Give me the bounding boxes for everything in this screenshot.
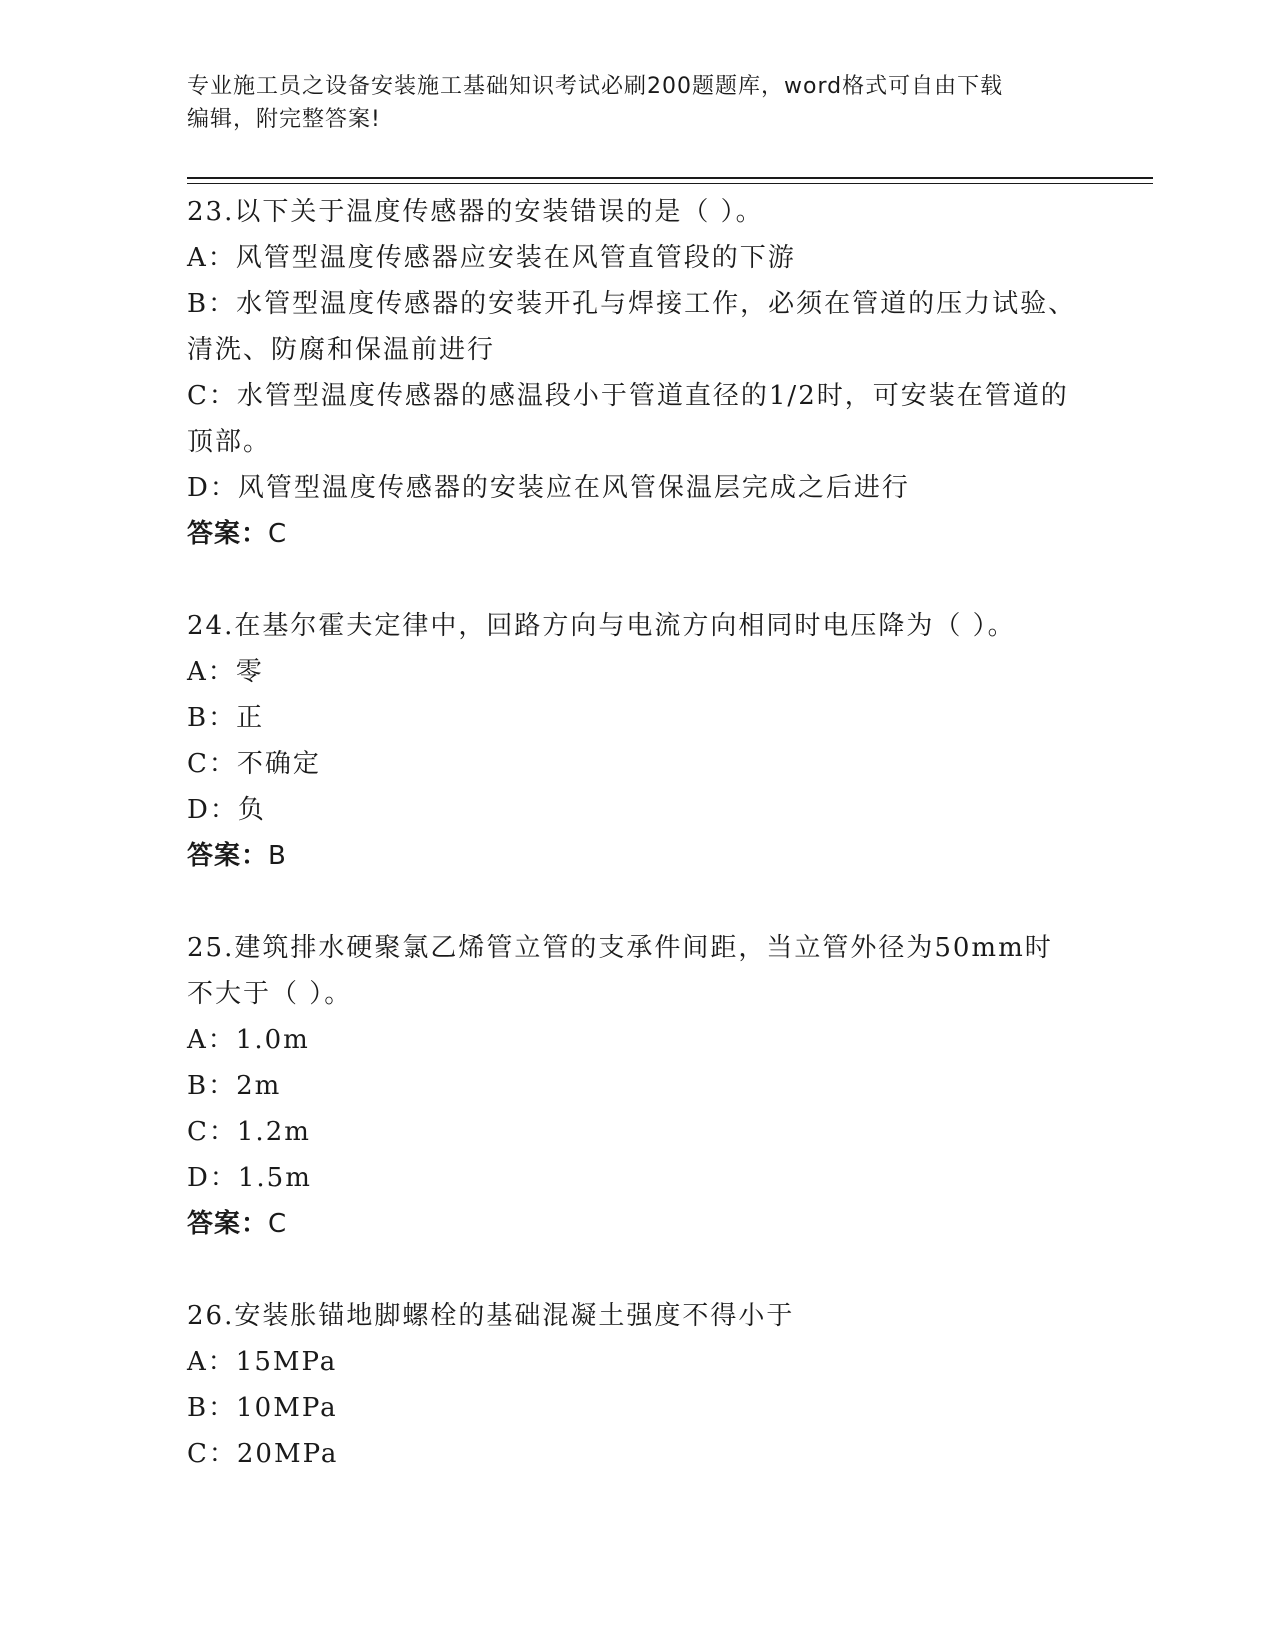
header-title-line-1: 专业施工员之设备安装施工基础知识考试必刷200题题库，word格式可自由下载 <box>187 74 1004 99</box>
option-a: A：1.0m <box>187 1025 310 1055</box>
document-header <box>187 70 1067 136</box>
option-d: D：风管型温度传感器的安装应在风管保温层完成之后进行 <box>187 473 910 503</box>
option-b: B：水管型温度传感器的安装开孔与焊接工作，必须在管道的压力试验、清洗、防腐和保温前进行 <box>187 289 1077 365</box>
answer-value: C <box>268 1209 288 1239</box>
question-stem: 24.在基尔霍夫定律中，回路方向与电流方向相同时电压降为（ ）。 <box>187 611 1016 641</box>
question-26 <box>187 1293 1087 1477</box>
question-23 <box>187 189 1087 557</box>
header-divider-thick <box>187 177 1153 179</box>
answer-label: 答案： <box>187 841 269 871</box>
answer-value: B <box>268 841 287 871</box>
option-c: C：水管型温度传感器的感温段小于管道直径的1/2时，可安装在管道的顶部。 <box>187 381 1069 457</box>
option-b: B：10MPa <box>187 1393 338 1423</box>
header-divider-thin <box>187 183 1153 184</box>
option-d: D：负 <box>187 795 266 825</box>
option-d: D：1.5m <box>187 1163 312 1193</box>
answer <box>187 1201 1087 1247</box>
option-b: B：2m <box>187 1071 282 1101</box>
answer <box>187 833 1087 879</box>
answer <box>187 511 1087 557</box>
option-b: B：正 <box>187 703 265 733</box>
question-stem: 25.建筑排水硬聚氯乙烯管立管的支承件间距，当立管外径为50mm时不大于（ ）。 <box>187 933 1053 1009</box>
option-a: A：15MPa <box>187 1347 338 1377</box>
question-stem: 26.安装胀锚地脚螺栓的基础混凝土强度不得小于 <box>187 1301 795 1331</box>
option-c: C：不确定 <box>187 749 321 779</box>
option-c: C：1.2m <box>187 1117 311 1147</box>
question-24 <box>187 603 1087 879</box>
option-c: C：20MPa <box>187 1439 339 1469</box>
question-25 <box>187 925 1087 1247</box>
option-a: A：风管型温度传感器应安装在风管直管段的下游 <box>187 243 796 273</box>
question-stem: 23.以下关于温度传感器的安装错误的是（ ）。 <box>187 197 764 227</box>
header-title-line-2: 编辑，附完整答案! <box>187 107 381 132</box>
answer-value: C <box>268 519 288 549</box>
question-list <box>187 189 1087 1523</box>
answer-label: 答案： <box>187 1209 269 1239</box>
option-a: A：零 <box>187 657 264 687</box>
answer-label: 答案： <box>187 519 269 549</box>
